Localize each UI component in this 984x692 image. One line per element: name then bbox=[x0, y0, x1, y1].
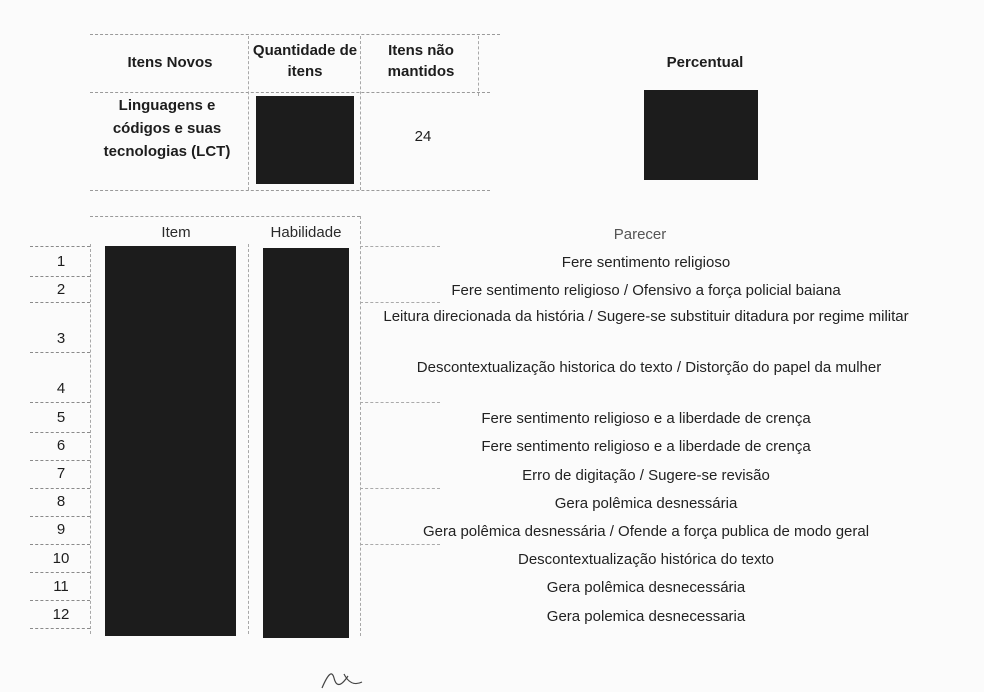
row-separator bbox=[30, 600, 90, 601]
review-table-top-border bbox=[90, 216, 360, 217]
row-separator bbox=[30, 246, 90, 247]
row-number: 4 bbox=[56, 380, 66, 397]
parecer-separator bbox=[360, 402, 440, 403]
row-separator bbox=[30, 460, 90, 461]
header-percentual: Percentual bbox=[666, 54, 744, 71]
row-separator bbox=[30, 302, 90, 303]
subject-area: Linguagens e códigos e suas tecnologias (LCT) bbox=[103, 97, 231, 160]
handwritten-initial-mark bbox=[318, 668, 378, 692]
row-separator bbox=[30, 572, 90, 573]
header-habilidade: Habilidade bbox=[270, 224, 342, 241]
row-number: 6 bbox=[56, 437, 66, 454]
row-separator bbox=[30, 402, 90, 403]
row-number: 7 bbox=[56, 465, 66, 482]
row-number: 9 bbox=[56, 521, 66, 538]
header-itens-novos: Itens Novos bbox=[127, 54, 213, 71]
row-separator bbox=[30, 516, 90, 517]
row-separator bbox=[30, 276, 90, 277]
parecer-text: Fere sentimento religioso / Ofensivo a força policial baiana bbox=[451, 282, 841, 299]
row-number: 2 bbox=[56, 281, 66, 298]
review-table-col-divider bbox=[90, 244, 91, 634]
parecer-text: Fere sentimento religioso bbox=[561, 254, 731, 271]
row-separator bbox=[30, 544, 90, 545]
itens-nao-mantidos-value: 24 bbox=[414, 128, 432, 145]
parecer-separator bbox=[360, 302, 440, 303]
parecer-text: Gera polêmica desnecessária bbox=[546, 579, 746, 596]
header-parecer: Parecer bbox=[613, 226, 667, 243]
parecer-separator bbox=[360, 246, 440, 247]
row-number: 3 bbox=[56, 330, 66, 347]
redacted-item-column bbox=[105, 246, 236, 636]
parecer-text: Descontextualização histórica do texto bbox=[518, 551, 774, 568]
parecer-text: Erro de digitação / Sugere-se revisão bbox=[522, 467, 770, 484]
row-number: 12 bbox=[52, 606, 70, 623]
top-table-header-divider bbox=[90, 92, 490, 93]
redacted-habilidade-column bbox=[263, 248, 349, 638]
header-quantidade-de-itens: Quantidade de itens bbox=[252, 42, 358, 80]
review-table-col-divider bbox=[248, 244, 249, 634]
top-table-border bbox=[90, 34, 500, 35]
row-number: 8 bbox=[56, 493, 66, 510]
row-number: 10 bbox=[52, 550, 70, 567]
top-table-bottom-border bbox=[90, 190, 490, 191]
row-separator bbox=[30, 628, 90, 629]
top-table-col-divider bbox=[360, 36, 361, 190]
redacted-percentual bbox=[644, 90, 758, 180]
parecer-text: Gera polêmica desnessária bbox=[554, 495, 738, 512]
redacted-quantidade bbox=[256, 96, 354, 184]
row-separator bbox=[30, 432, 90, 433]
row-separator bbox=[30, 352, 90, 353]
header-item: Item bbox=[161, 224, 191, 241]
parecer-text: Fere sentimento religioso e a liberdade de crença bbox=[481, 410, 811, 427]
header-itens-nao-mantidos: Itens não mantidos bbox=[387, 42, 455, 80]
parecer-text: Leitura direcionada da história / Sugere-se substituir ditadura por regime militar bbox=[383, 308, 909, 325]
top-table-col-divider bbox=[248, 36, 249, 190]
review-table-col-divider bbox=[360, 216, 361, 636]
row-number: 1 bbox=[56, 253, 66, 270]
parecer-text: Gera polêmica desnessária / Ofende a força publica de modo geral bbox=[422, 523, 870, 540]
parecer-text: Fere sentimento religioso e a liberdade de crença bbox=[481, 438, 811, 455]
row-separator bbox=[30, 488, 90, 489]
parecer-text: Descontextualização historica do texto / Distorção do papel da mulher bbox=[416, 359, 882, 376]
row-number: 5 bbox=[56, 409, 66, 426]
top-table-col-divider bbox=[478, 36, 479, 96]
parecer-text: Gera polemica desnecessaria bbox=[546, 608, 746, 625]
parecer-separator bbox=[360, 544, 440, 545]
row-number: 11 bbox=[53, 578, 69, 595]
parecer-separator bbox=[360, 488, 440, 489]
